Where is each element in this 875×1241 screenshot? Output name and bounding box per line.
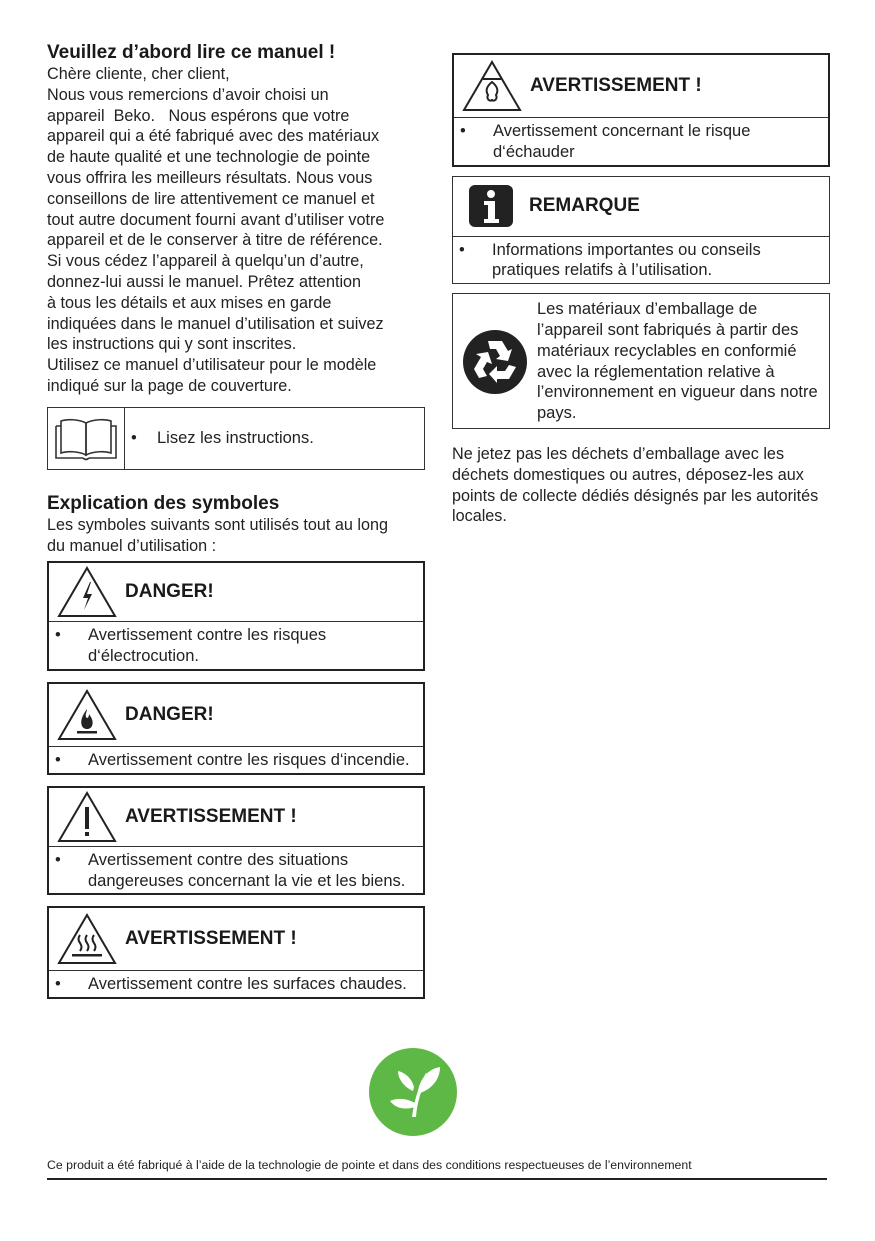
danger-electric-text: Avertissement contre les risques d‘électrocution.: [88, 626, 327, 666]
intro-line: appareil Beko. Nous espérons que votre: [47, 106, 350, 125]
danger-electric-box: [47, 561, 425, 671]
note-header: [453, 177, 829, 237]
fire-warning-icon: [49, 687, 125, 743]
warning-scald-box: [452, 53, 830, 167]
note-body: [453, 237, 829, 284]
right-column: [452, 53, 830, 527]
intro-line: Chère cliente, cher client,: [47, 65, 230, 83]
intro-line: Utilisez ce manuel d’utilisateur pour le modèle: [47, 356, 377, 375]
exclamation-warning-icon: [49, 789, 125, 845]
recycle-text: Les matériaux d’emballage de l’appareil sont fabriqués à partir des matériaux recyclables en conformié avec la réglementation relative à l’environnement en vigueur dans notre pays.: [537, 300, 818, 423]
recycle-box: [452, 293, 830, 429]
bullet: •: [55, 975, 61, 994]
bullet: •: [459, 240, 465, 259]
intro-line: appareil qui a été fabriqué avec des matériaux: [47, 127, 380, 146]
symbols-heading: Explication des symboles: [47, 492, 280, 514]
warning-scald-header: [454, 55, 828, 118]
recycle-icon: [453, 299, 537, 424]
read-instructions-text: [125, 408, 424, 469]
symbols-paragraph: [47, 515, 425, 557]
danger-fire-box: [47, 682, 425, 775]
note-box: [452, 176, 830, 285]
warning-general-text: Avertissement contre des situations dangereuses concernant la vie et les biens.: [88, 850, 406, 890]
book-icon-svg: [53, 415, 119, 461]
bullet: •: [460, 122, 466, 140]
intro-line: indiquées dans le manuel d’utilisation et suivez: [47, 314, 384, 333]
warning-hot-body: [49, 971, 423, 997]
disposal-paragraph: Ne jetez pas les déchets d’emballage avec les déchets domestiques ou autres, déposez-les aux points de collecte dédiés désignés par les autorités locales.: [452, 444, 819, 526]
danger-fire-title: DANGER!: [125, 703, 214, 725]
info-icon: [453, 183, 529, 229]
read-instructions-label: Lisez les instructions.: [157, 428, 314, 447]
bullet: •: [55, 626, 61, 645]
note-text: Informations importantes ou conseils pratiques relatifs à l’utilisation.: [492, 240, 761, 280]
warning-general-header: [49, 788, 423, 847]
footer-text: Ce produit a été fabriqué à l’aide de la technologie de pointe et dans des conditions respectueuses de l’environnement: [47, 1158, 692, 1172]
intro-line: de haute qualité et une technologie de pointe: [47, 148, 371, 167]
intro-line: à tous les détails et aux mises en garde: [47, 293, 332, 312]
intro-line: appareil et de le conserver à titre de référence.: [47, 231, 383, 250]
read-instructions-box: [47, 407, 425, 470]
symbols-line: du manuel d’utilisation :: [47, 536, 217, 555]
symbols-line: Les symboles suivants sont utilisés tout au long: [47, 515, 389, 534]
warning-hot-header: [49, 908, 423, 971]
bullet: •: [55, 750, 61, 769]
intro-line: les instructions qui y sont inscrites.: [47, 335, 297, 354]
warning-general-box: [47, 786, 425, 896]
warning-hot-title: AVERTISSEMENT !: [125, 928, 297, 950]
danger-fire-text: Avertissement contre les risques d‘incendie.: [88, 750, 410, 769]
intro-line: indiqué sur la page de couverture.: [47, 376, 292, 395]
left-column: [47, 42, 425, 999]
eco-leaf-icon: [368, 1047, 458, 1137]
intro-line: Nous vous remercions d’avoir choisi un: [47, 85, 329, 104]
intro-line: Si vous cédez l’appareil à quelqu’un d’autre,: [47, 252, 364, 271]
warning-scald-title: AVERTISSEMENT !: [530, 75, 702, 96]
warning-scald-text: Avertissement concernant le risque d‘échauder: [493, 122, 751, 161]
intro-line: conseillons de lire attentivement ce manuel et: [47, 189, 375, 208]
hot-surface-warning-icon: [49, 911, 125, 967]
danger-fire-body: [49, 747, 423, 773]
eco-leaf-circle: [369, 1048, 457, 1136]
intro-line: donnez-lui aussi le manuel. Prêtez attention: [47, 272, 362, 291]
electric-shock-warning-icon: [49, 564, 125, 620]
danger-fire-header: [49, 684, 423, 747]
intro-heading: Veuillez d’abord lire ce manuel !: [47, 42, 336, 63]
bullet: •: [55, 850, 61, 869]
note-title: REMARQUE: [529, 195, 640, 217]
bullet: •: [131, 428, 137, 447]
warning-general-body: [49, 847, 423, 894]
footer-divider: [47, 1178, 827, 1180]
intro-paragraph: [47, 64, 425, 397]
danger-electric-body: [49, 622, 423, 669]
danger-electric-header: [49, 563, 423, 622]
intro-line: tout autre document fourni avant d’utiliser votre: [47, 210, 385, 229]
warning-hot-box: [47, 906, 425, 999]
intro-line: vous offrira les meilleurs résultats. Nous vous: [47, 168, 373, 187]
danger-electric-title: DANGER!: [125, 581, 214, 603]
warning-scald-body: [454, 118, 828, 165]
book-icon: [48, 408, 125, 469]
warning-hot-text: Avertissement contre les surfaces chaudes.: [88, 975, 407, 994]
warning-general-title: AVERTISSEMENT !: [125, 805, 297, 827]
scald-warning-icon: [454, 58, 530, 114]
